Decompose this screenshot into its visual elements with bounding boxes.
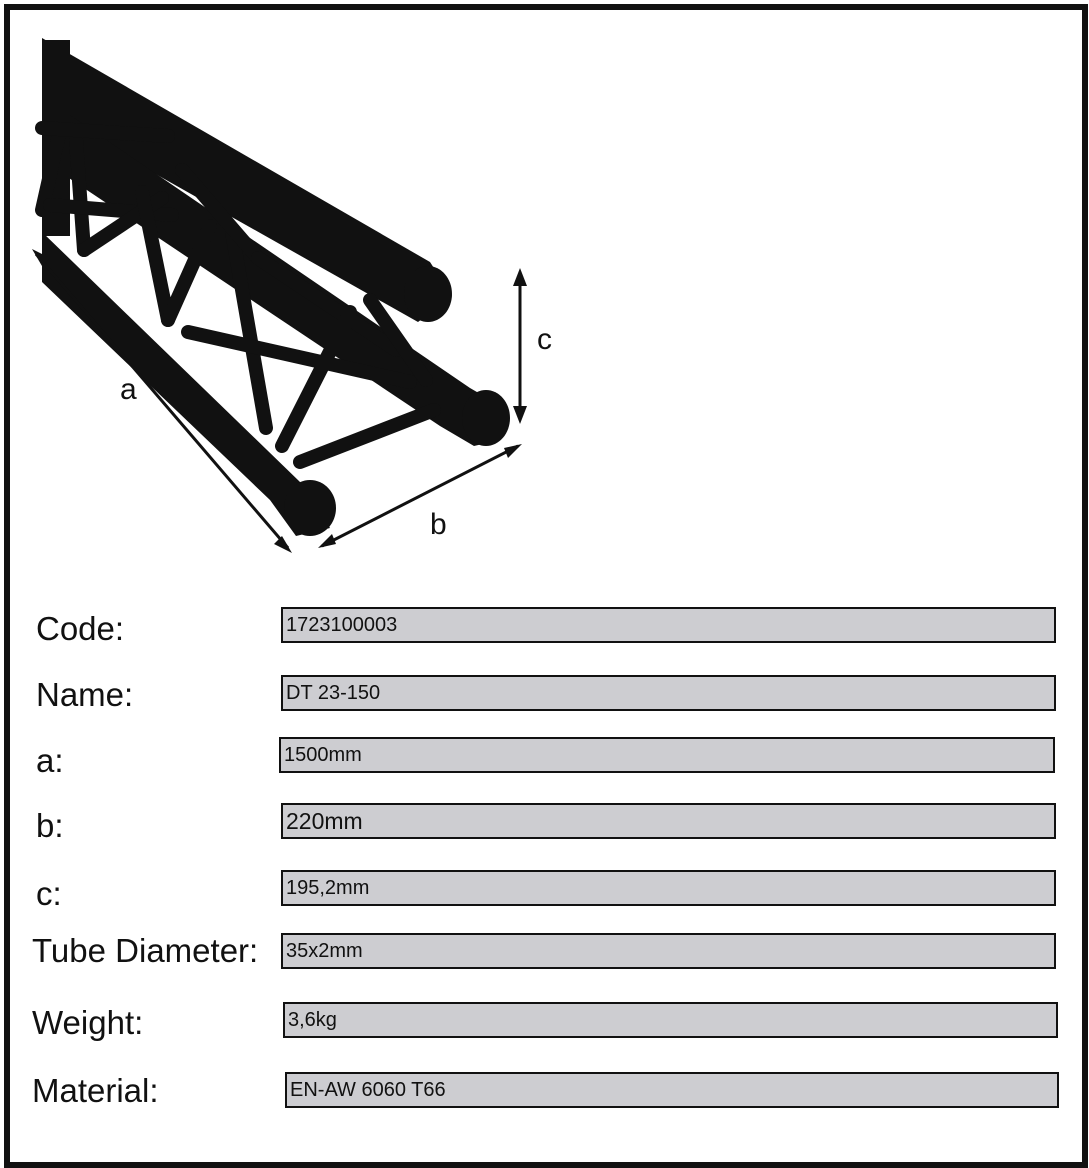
code-label: Code: [36,610,125,647]
dimension-b-label: b [430,508,447,541]
name-field: DT 23-150 [281,675,1056,711]
dimension-b-arrowhead-start [318,534,336,548]
c-field: 195,2mm [281,870,1056,906]
dimension-a-label: a [120,373,137,406]
a-label: a: [36,742,64,779]
a-field: 1500mm [279,737,1055,773]
right-tube-end [462,390,510,446]
left-tube-end [284,480,336,536]
top-tube-end [404,266,452,322]
material-label: Material: [32,1072,159,1109]
c-label: c: [36,875,62,912]
truss-illustration [42,38,510,536]
dimension-a-arrowhead-end [274,536,292,553]
dimension-c-arrowhead-end [513,406,527,424]
weight-field: 3,6kg [283,1002,1058,1038]
name-label: Name: [36,676,134,713]
dimension-b-arrowhead-end [504,444,522,458]
tube-diameter-label: Tube Diameter: [32,932,259,969]
code-field: 1723100003 [281,607,1056,643]
tube-diameter-field: 35x2mm [281,933,1056,969]
dimension-b-arrow [322,446,518,546]
dimension-c-arrowhead-start [513,268,527,286]
material-field: EN-AW 6060 T66 [285,1072,1059,1108]
b-label: b: [36,807,64,844]
weight-label: Weight: [32,1004,144,1041]
b-field: 220mm [281,803,1056,839]
dimension-c-label: c [537,323,552,356]
